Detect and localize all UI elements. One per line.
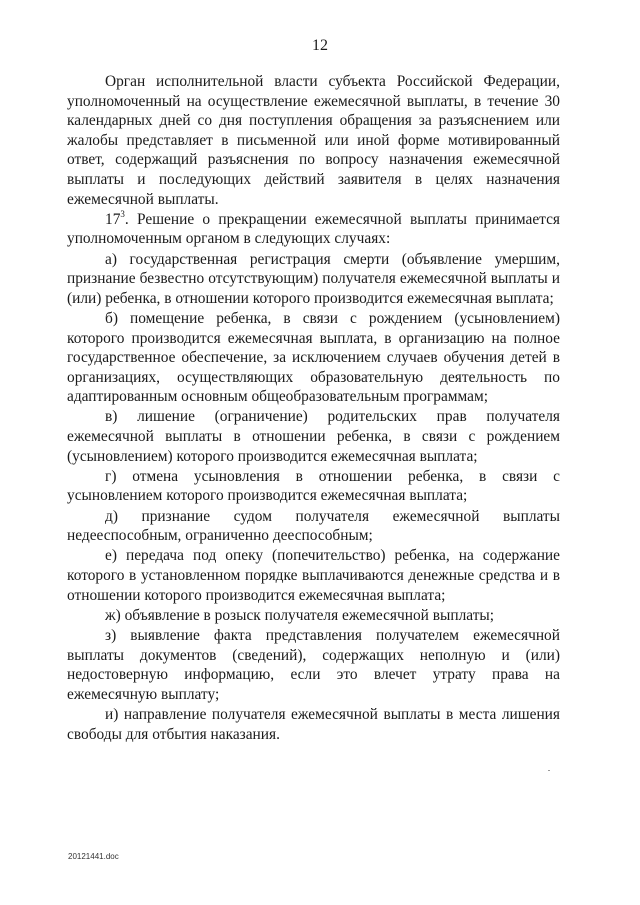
scan-speck: [548, 770, 550, 771]
list-item-g: г) отмена усыновления в отношении ребенка, в связи с усыновлением которого производится ежемесячная выплата;: [67, 467, 560, 505]
list-item-d: д) признание судом получателя ежемесячной выплаты недееспособным, ограниченно дееспособным;: [67, 507, 560, 545]
paragraph-appeal-response: Орган исполнительной власти субъекта Российской Федерации, уполномоченный на осуществление ежемесячной выплаты, в течение 30 календарных дней со дня поступления обращения за разъяснением или жалобы представляет в письменной или иной форме мотивированный ответ, содержащий разъяснения по вопросу назначения ежемесячной выплаты и последующих действий заявителя в целях назначения ежемесячной выплаты.: [67, 73, 560, 208]
section-number: 17: [105, 210, 121, 228]
page-number: 12: [312, 37, 328, 54]
list-item-zh: ж) объявление в розыск получателя ежемесячной выплаты;: [105, 606, 495, 624]
list-item-i: и) направление получателя ежемесячной выплаты в места лишения свободы для отбытия наказания.: [67, 705, 560, 743]
list-item-v: в) лишение (ограничение) родительских прав получателя ежемесячной выплаты в отношении ребенка, в связи с рождением (усыновлением) которого производится ежемесячная выплата;: [67, 408, 560, 465]
paragraph-termination-text: . Решение о прекращении ежемесячной выплаты принимается уполномоченным органом в следующих случаях:: [67, 210, 560, 248]
section-number-superscript: 3: [120, 208, 125, 219]
footer-filename: 20121441.doc: [68, 852, 119, 861]
list-item-a: а) государственная регистрация смерти (объявление умершим, признание безвестно отсутствующим) получателя ежемесячной выплаты и (или) ребенка, в отношении которого производится ежемесячная выплата;: [67, 250, 560, 307]
document-body: [67, 72, 560, 745]
list-item-b: б) помещение ребенка, в связи с рождением (усыновлением) которого производится ежемесячная выплата, в организацию на полное государственное обеспечение, за исключением случаев обучения детей в организациях, осуществляющих образовательную деятельность по адаптированным основным общеобразовательным программам;: [67, 309, 560, 406]
list-item-e: е) передача под опеку (попечительство) ребенка, на содержание которого в установленном порядке выплачиваются денежные средства и в отношении которого производится ежемесячная выплата;: [67, 547, 560, 604]
paragraph-termination-decision: [67, 210, 560, 249]
list-item-z: з) выявление факта представления получателем ежемесячной выплаты документов (сведений), содержащих неполную и (или) недостоверную информацию, если это влечет утрату права на ежемесячную выплату;: [67, 626, 560, 703]
